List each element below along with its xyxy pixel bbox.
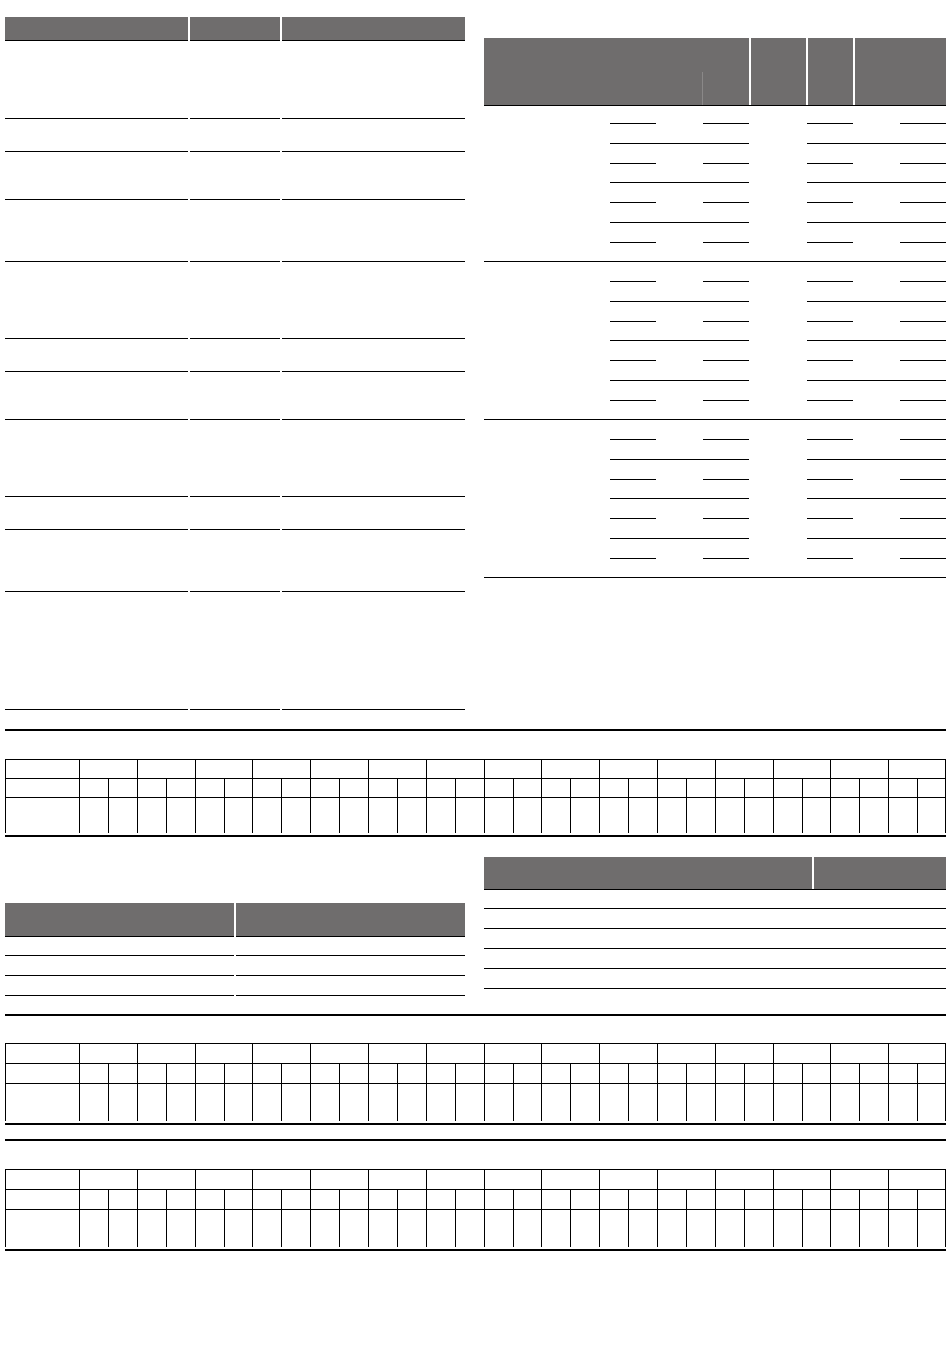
grid-label-divider [79, 1169, 80, 1247]
cell-rule [807, 479, 853, 480]
grid-group-divider [195, 1043, 196, 1121]
table-rule [484, 988, 946, 989]
cell-rule [703, 360, 749, 361]
cell-rule [703, 202, 749, 203]
cell-rule [610, 281, 656, 282]
grid-right-border [945, 759, 946, 833]
grid-sub-divider [224, 1063, 225, 1121]
cell-rule [900, 281, 946, 282]
cell-rule [900, 518, 946, 519]
table-rule [5, 40, 465, 41]
grid-label-divider [79, 759, 80, 833]
grid-sub-divider [166, 1063, 167, 1121]
grid-sub-divider [108, 778, 109, 833]
grid-sub-divider [108, 1189, 109, 1247]
grid-group-divider [368, 1043, 369, 1121]
grid-sub-divider [108, 1063, 109, 1121]
cell-rule [807, 222, 946, 223]
grid-group-divider [773, 1169, 774, 1247]
grid-group-divider [715, 1169, 716, 1247]
grid-table-2 [5, 1043, 946, 1125]
grid-sub-divider [281, 1189, 282, 1247]
section-rule [5, 1014, 946, 1016]
grid-group-divider [426, 1043, 427, 1121]
grid-sub-divider [859, 1063, 860, 1121]
cell-rule [610, 439, 656, 440]
grid-group-divider [368, 759, 369, 833]
grid-group-divider [541, 759, 542, 833]
cell-rule [610, 182, 749, 183]
cell-rule [807, 242, 853, 243]
table-rule [5, 591, 465, 592]
grid-sub-divider [744, 778, 745, 833]
grid-right-border [945, 1043, 946, 1121]
cell-rule [807, 321, 853, 322]
grid-table-1 [5, 759, 946, 837]
grid-group-divider [657, 1043, 658, 1121]
mid-left-table [5, 903, 465, 998]
grid-sub-divider [686, 1063, 687, 1121]
grid-bottom-rule [5, 1249, 946, 1251]
grid-sub-divider [224, 778, 225, 833]
cell-rule [807, 143, 946, 144]
cell-rule [610, 400, 656, 401]
cell-rule [900, 321, 946, 322]
grid-sub-divider [513, 778, 514, 833]
cell-rule [703, 321, 749, 322]
grid-sub-divider [802, 1189, 803, 1247]
grid-sub-divider [513, 1063, 514, 1121]
cell-rule [807, 340, 946, 341]
grid-top-rule [5, 759, 946, 760]
header-divider [188, 17, 190, 40]
grid-bottom-rule [5, 1123, 946, 1125]
cell-rule [900, 242, 946, 243]
grid-sub-divider [570, 1063, 571, 1121]
cell-rule [703, 558, 749, 559]
grid-group-divider [137, 1169, 138, 1247]
header-divider [749, 38, 751, 105]
grid-sub-divider [224, 1189, 225, 1247]
grid-sub-divider [917, 778, 918, 833]
cell-rule [610, 340, 749, 341]
grid-group-divider [137, 759, 138, 833]
grid-sub-divider [570, 778, 571, 833]
cell-rule [610, 479, 656, 480]
section-rule [5, 729, 946, 731]
column-gap [280, 40, 282, 712]
table-rule [5, 419, 465, 420]
mid-right-table-header [484, 857, 946, 889]
table-rule [484, 908, 946, 909]
cell-rule [807, 182, 946, 183]
grid-label-divider [79, 1043, 80, 1121]
grid-sub-divider [339, 1189, 340, 1247]
grid-sub-divider [686, 778, 687, 833]
column-gap [188, 40, 190, 712]
cell-rule [703, 518, 749, 519]
grid-group-divider [541, 1043, 542, 1121]
grid-group-divider [715, 759, 716, 833]
grid-group-divider [599, 1043, 600, 1121]
header-divider [806, 38, 808, 105]
grid-sub-divider [166, 1189, 167, 1247]
grid-sub-divider [513, 1189, 514, 1247]
table-rule [5, 261, 465, 262]
grid-group-divider [599, 1169, 600, 1247]
cell-rule [807, 558, 853, 559]
cell-rule [610, 321, 656, 322]
grid-sub-divider [859, 1189, 860, 1247]
grid-group-divider [599, 759, 600, 833]
grid-group-divider [195, 759, 196, 833]
cell-rule [900, 479, 946, 480]
grid-sub-divider [917, 1063, 918, 1121]
grid-bottom-rule [5, 835, 946, 837]
grid-group-divider [368, 1169, 369, 1247]
grid-group-divider [888, 1169, 889, 1247]
cell-rule [807, 360, 853, 361]
grid-rule [5, 1063, 946, 1064]
grid-sub-divider [686, 1189, 687, 1247]
cell-rule [807, 281, 853, 282]
grid-group-divider [657, 1169, 658, 1247]
grid-group-divider [773, 1043, 774, 1121]
grid-rule [5, 797, 946, 798]
cell-rule [703, 163, 749, 164]
cell-rule [807, 538, 946, 539]
grid-group-divider [830, 1169, 831, 1247]
grid-sub-divider [455, 1063, 456, 1121]
grid-group-divider [541, 1169, 542, 1247]
cell-rule [610, 538, 749, 539]
grid-group-divider [773, 759, 774, 833]
cell-rule [807, 518, 853, 519]
table-rule [5, 529, 465, 530]
table-rule [5, 709, 465, 710]
grid-group-divider [252, 1169, 253, 1247]
grid-group-divider [484, 1043, 485, 1121]
cell-rule [900, 163, 946, 164]
header-divider [812, 857, 814, 889]
cell-rule [807, 439, 853, 440]
cell-rule [610, 242, 656, 243]
cell-rule [610, 380, 749, 381]
grid-sub-divider [802, 1063, 803, 1121]
grid-group-divider [484, 759, 485, 833]
cell-rule [900, 400, 946, 401]
cell-rule [900, 360, 946, 361]
grid-group-divider [484, 1169, 485, 1247]
header-divider [280, 17, 282, 40]
top-right-table-header [484, 38, 946, 105]
cell-rule [900, 439, 946, 440]
grid-sub-divider [397, 1063, 398, 1121]
header-divider [702, 72, 703, 105]
grid-top-rule [5, 1169, 946, 1170]
grid-group-divider [252, 1043, 253, 1121]
table-rule [5, 496, 465, 497]
grid-group-divider [426, 759, 427, 833]
cell-rule [610, 498, 749, 499]
grid-group-divider [830, 759, 831, 833]
grid-sub-divider [628, 1063, 629, 1121]
table-rule [484, 968, 946, 969]
cell-rule [703, 242, 749, 243]
cell-rule [610, 143, 749, 144]
grid-group-divider [137, 1043, 138, 1121]
grid-table-3 [5, 1169, 946, 1251]
grid-sub-divider [455, 778, 456, 833]
table-rule [484, 928, 946, 929]
cell-rule [807, 202, 853, 203]
grid-sub-divider [859, 778, 860, 833]
table-rule [484, 889, 946, 890]
grid-sub-divider [570, 1189, 571, 1247]
header-divider [853, 38, 855, 105]
cell-rule [703, 123, 749, 124]
cell-rule [610, 360, 656, 361]
cell-rule [610, 222, 749, 223]
grid-sub-divider [339, 1063, 340, 1121]
top-left-table-header [5, 17, 465, 40]
grid-left-border [5, 1169, 6, 1247]
cell-rule [807, 301, 946, 302]
cell-rule [610, 459, 749, 460]
grid-rule [5, 778, 946, 779]
cell-rule [703, 281, 749, 282]
cell-rule [807, 498, 946, 499]
grid-group-divider [426, 1169, 427, 1247]
grid-sub-divider [744, 1189, 745, 1247]
grid-sub-divider [802, 778, 803, 833]
grid-group-divider [830, 1043, 831, 1121]
cell-rule [703, 439, 749, 440]
cell-rule [610, 301, 749, 302]
grid-left-border [5, 759, 6, 833]
grid-group-divider [310, 759, 311, 833]
grid-rule [5, 1189, 946, 1190]
group-rule [484, 261, 946, 262]
grid-sub-divider [166, 778, 167, 833]
grid-sub-divider [917, 1189, 918, 1247]
cell-rule [610, 558, 656, 559]
top-right-table-body [484, 105, 946, 580]
table-rule [5, 151, 465, 152]
grid-group-divider [888, 759, 889, 833]
cell-rule [807, 400, 853, 401]
grid-sub-divider [281, 778, 282, 833]
cell-rule [807, 380, 946, 381]
table-rule [5, 371, 465, 372]
grid-sub-divider [628, 778, 629, 833]
cell-rule [807, 459, 946, 460]
cell-rule [807, 123, 853, 124]
top-right-table [484, 38, 946, 580]
grid-group-divider [310, 1043, 311, 1121]
grid-sub-divider [339, 778, 340, 833]
cell-rule [807, 163, 853, 164]
column-gap [234, 936, 236, 998]
grid-sub-divider [397, 778, 398, 833]
cell-rule [610, 163, 656, 164]
cell-rule [610, 202, 656, 203]
section-rule [5, 1139, 946, 1141]
grid-sub-divider [397, 1189, 398, 1247]
cell-rule [703, 400, 749, 401]
table-rule [5, 118, 465, 119]
grid-group-divider [657, 759, 658, 833]
mid-right-table [484, 857, 946, 991]
grid-left-border [5, 1043, 6, 1121]
cell-rule [703, 479, 749, 480]
cell-rule [900, 202, 946, 203]
group-rule [484, 577, 946, 578]
table-rule [5, 338, 465, 339]
cell-rule [610, 123, 656, 124]
cell-rule [610, 518, 656, 519]
grid-group-divider [888, 1043, 889, 1121]
grid-group-divider [310, 1169, 311, 1247]
grid-rule [5, 1083, 946, 1084]
top-left-table [5, 17, 465, 713]
table-rule [484, 948, 946, 949]
grid-group-divider [252, 759, 253, 833]
grid-sub-divider [455, 1189, 456, 1247]
grid-rule [5, 1209, 946, 1210]
grid-sub-divider [281, 1063, 282, 1121]
grid-top-rule [5, 1043, 946, 1044]
cell-rule [900, 123, 946, 124]
header-divider [234, 903, 236, 936]
grid-sub-divider [628, 1189, 629, 1247]
grid-group-divider [715, 1043, 716, 1121]
grid-group-divider [195, 1169, 196, 1247]
grid-right-border [945, 1169, 946, 1247]
cell-rule [900, 558, 946, 559]
grid-sub-divider [744, 1063, 745, 1121]
table-rule [5, 199, 465, 200]
group-rule [484, 419, 946, 420]
